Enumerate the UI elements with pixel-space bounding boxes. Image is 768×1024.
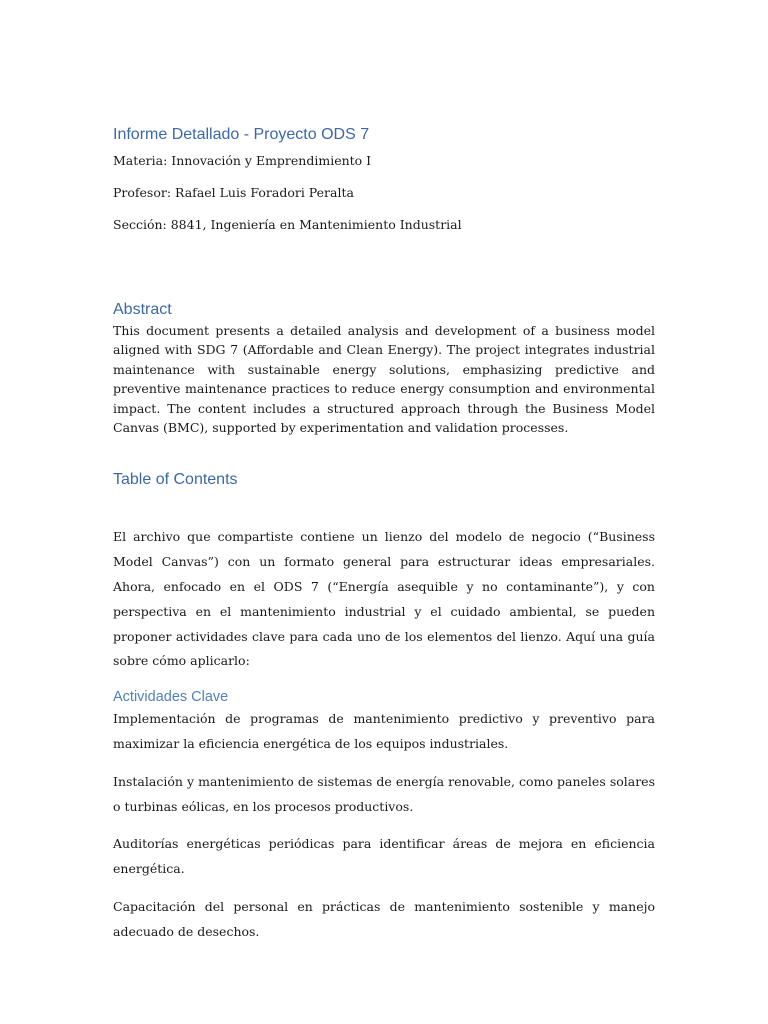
- activity-item: Auditorías energéticas periódicas para identificar áreas de mejora en eficiencia energética.: [113, 836, 655, 877]
- activity-item: Instalación y mantenimiento de sistemas de energía renovable, como paneles solares o turbinas eólicas, en los procesos productivos.: [113, 773, 655, 814]
- abstract-heading: Abstract: [113, 301, 172, 318]
- document-content: [113, 124, 655, 945]
- activity-item: Capacitación del personal en prácticas de mantenimiento sostenible y manejo adecuado de desechos.: [113, 899, 655, 939]
- meta-section: Sección: 8841, Ingeniería en Mantenimiento Industrial: [113, 217, 462, 232]
- intro-paragraph: El archivo que compartiste contiene un lienzo del modelo de negocio (“Business Model Canvas”) con un formato general para estructurar ideas empresariales. Ahora, enfocado en el ODS 7 (“Energía asequible y no contaminante”), y con perspectiva en el mantenimiento industrial y el cuidado ambiental, se pueden proponer actividades clave para cada uno de los elementos del lienzo. Aquí una guía sobre cómo aplicarlo:: [113, 529, 655, 669]
- meta-professor: Profesor: Rafael Luis Foradori Peralta: [113, 185, 354, 200]
- activity-item: Implementación de programas de mantenimiento predictivo y preventivo para maximizar la eficiencia energética de los equipos industriales.: [113, 711, 655, 752]
- abstract-paragraph: This document presents a detailed analysis and development of a business model aligned with SDG 7 (Affordable and Clean Energy). The project integrates industrial maintenance with sustainable energy solutions, emphasizing predictive and preventive maintenance practices to reduce energy consumption and environmental impact. The content includes a structured approach through the Business Model Canvas (BMC), supported by experimentation and validation processes.: [113, 323, 655, 436]
- activities-heading: Actividades Clave: [113, 689, 229, 706]
- document-title: Informe Detallado - Proyecto ODS 7: [113, 126, 370, 143]
- meta-subject: Materia: Innovación y Emprendimiento I: [113, 153, 372, 168]
- toc-heading: Table of Contents: [113, 471, 238, 489]
